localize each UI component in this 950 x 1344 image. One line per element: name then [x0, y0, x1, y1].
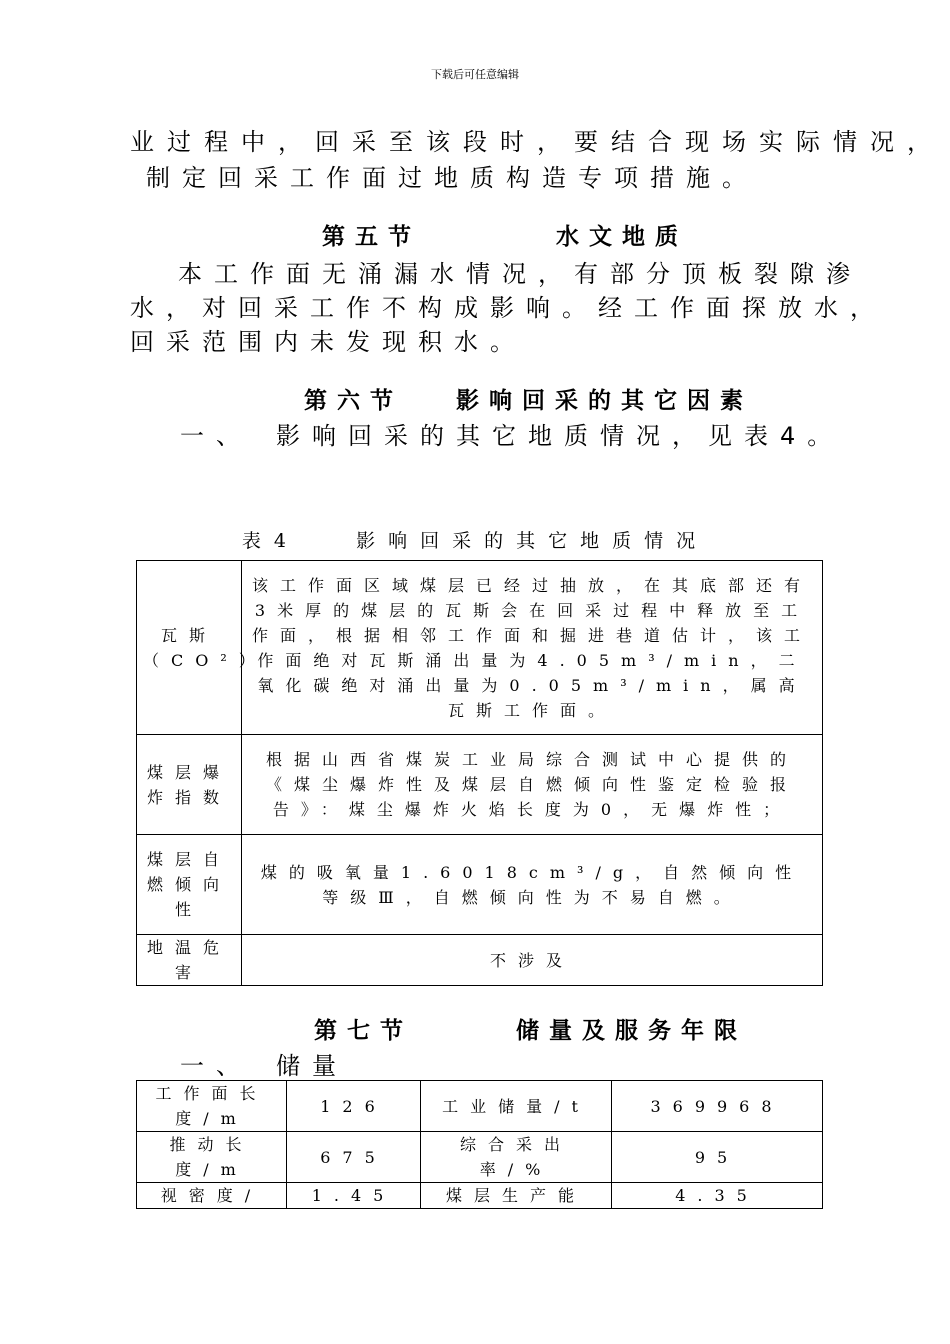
para1-line2: 制定回采工作面过地质构造专项措施。 — [146, 164, 758, 192]
table5-cell: 综合采出率/% — [421, 1132, 612, 1183]
table4-desc-explosion: 根据山西省煤炭工业局综合测试中心提供的《煤尘爆炸性及煤层自燃倾向性鉴定检验报告》：煤尘爆炸火焰长度为0，无爆炸性； — [242, 735, 823, 835]
table4-caption: 表4 影响回采的其它地质情况 — [241, 530, 709, 552]
table4-label-geotemp: 地温危害 — [137, 935, 242, 986]
table-row — [137, 1183, 823, 1209]
table4-label-combustion: 煤层自燃倾向性 — [137, 835, 242, 935]
section7-number: 第七节 — [314, 1018, 413, 1044]
section6-number: 第六节 — [304, 388, 403, 414]
table4-desc-gas: 该工作面区域煤层已经过抽放，在其底部还有3米厚的煤层的瓦斯会在回采过程中释放至工作面，根据相邻工作面和掘进巷道估计，该工作面绝对瓦斯涌出量为4.05m³/min，二氧化碳绝对涌出量为0.05m³/min，属高瓦斯工作面。 — [242, 561, 823, 735]
table5-cell: 95 — [612, 1132, 823, 1183]
section7-item1: 一、 储量 — [180, 1052, 348, 1080]
section7-title: 储量及服务年限 — [516, 1018, 747, 1044]
table4 — [136, 560, 823, 986]
section6-item1: 一、 影响回采的其它地质情况，见表4。 — [180, 422, 844, 450]
section5-line1: 本工作面无涌漏水情况，有部分顶板裂隙渗 — [178, 260, 862, 288]
page-header: 下载后可任意编辑 — [431, 68, 519, 81]
table-row — [137, 835, 823, 935]
section5-number: 第五节 — [322, 224, 421, 250]
section5-line2: 水，对回采工作不构成影响。经工作面探放水， — [130, 294, 886, 322]
para1-line1: 业过程中，回采至该段时，要结合现场实际情况， — [130, 128, 944, 156]
table-row — [137, 1081, 823, 1132]
table-row — [137, 1132, 823, 1183]
table5-cell: 1.45 — [287, 1183, 421, 1209]
table5-cell: 675 — [287, 1132, 421, 1183]
table5-cell: 126 — [287, 1081, 421, 1132]
table5-cell: 工作面长度/m — [137, 1081, 287, 1132]
table4-label-gas: 瓦斯（CO²） — [137, 561, 242, 735]
section6-title: 影响回采的其它因素 — [456, 388, 753, 414]
section5-line3: 回采范围内未发现积水。 — [130, 328, 526, 356]
table5-cell: 工业储量/t — [421, 1081, 612, 1132]
table-row — [137, 935, 823, 986]
table4-label-explosion: 煤层爆炸指数 — [137, 735, 242, 835]
table-row — [137, 561, 823, 735]
table4-desc-geotemp: 不涉及 — [242, 935, 823, 986]
table-row — [137, 735, 823, 835]
table5-cell: 视密度/ — [137, 1183, 287, 1209]
section5-title: 水文地质 — [556, 224, 688, 250]
reserves-table — [136, 1080, 823, 1209]
table5-cell: 4.35 — [612, 1183, 823, 1209]
table5-cell: 369968 — [612, 1081, 823, 1132]
table5-cell: 推动长度/m — [137, 1132, 287, 1183]
table4-desc-combustion: 煤的吸氧量1.6018cm³/g，自然倾向性等级Ⅲ，自燃倾向性为不易自燃。 — [242, 835, 823, 935]
table5-cell: 煤层生产能 — [421, 1183, 612, 1209]
